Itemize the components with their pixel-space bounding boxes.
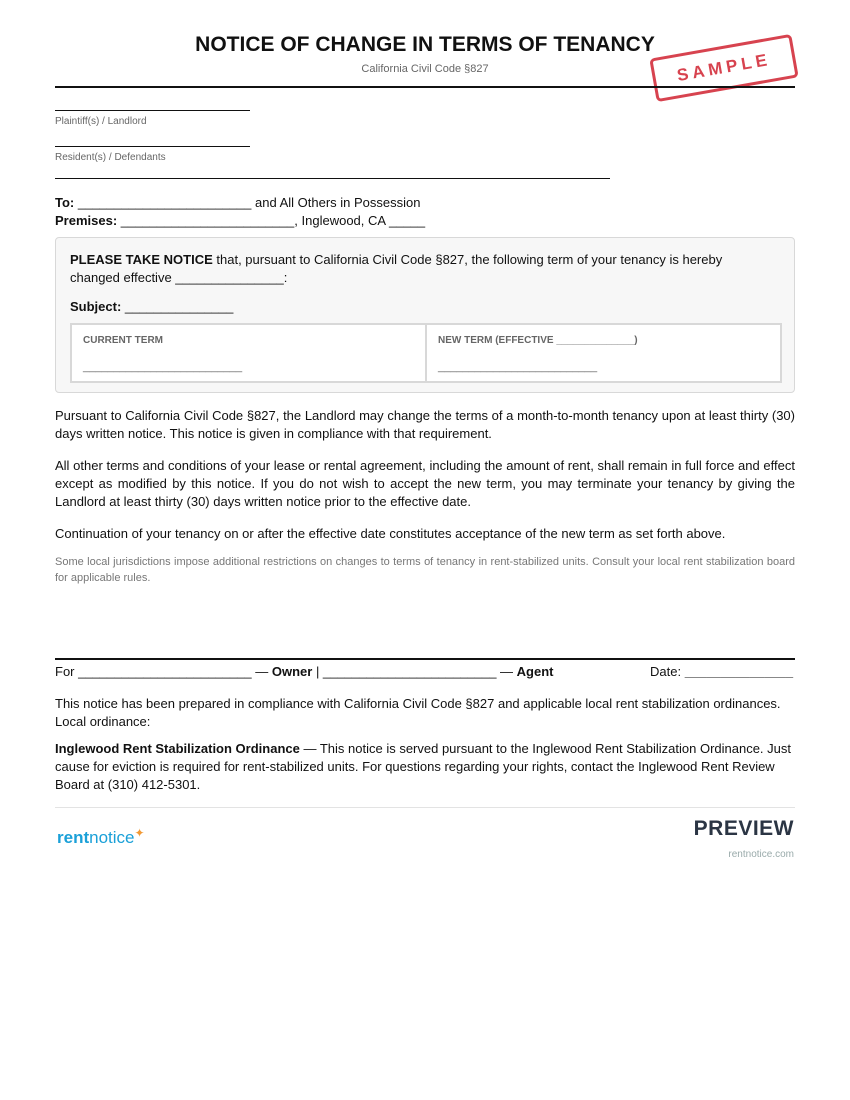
for-text: For ________________________ — [55,664,272,679]
jurisdiction-note: Some local jurisdictions impose additional restrictions on changes to terms of tenancy in rent-stabilized units. Consult your local rent stabilization board for applicable rules. [55,556,795,584]
current-term-cell [72,325,425,381]
premises-line [55,212,425,230]
resident-label: Resident(s) / Defendants [55,152,166,163]
plaintiff-blank-line [55,110,250,111]
premises-label: Premises: [55,213,118,228]
date-blank: _______________ [684,664,794,679]
to-text: ________________________ and All Others in Possession [74,195,421,210]
current-term-header: CURRENT TERM [83,335,163,346]
rentnotice-logo [57,828,145,848]
date-line [650,663,793,681]
signature-mid-text: | ________________________ — [312,664,517,679]
subject-blank: _______________ [121,299,234,314]
ordinance-paragraph [55,740,795,794]
site-url: rentnotice.com [728,849,794,860]
notice-lead [70,251,770,287]
ordinance-bold: Inglewood Rent Stabilization Ordinance [55,741,300,756]
subject-line [70,298,233,316]
sparkle-icon: ✦ [134,826,145,840]
owner-label: Owner [271,664,313,679]
compliance-text: This notice has been prepared in compliance with California Civil Code §827 and applicable local rent stabilization ordinances. Local ordinance: [55,696,781,729]
signature-divider [55,658,795,660]
notice-lead-bold: PLEASE TAKE NOTICE [70,252,213,267]
sample-stamp: SAMPLE [649,34,798,102]
header-divider [55,86,795,88]
page-title: NOTICE OF CHANGE IN TERMS OF TENANCY [195,33,655,56]
date-label: Date: [650,664,685,679]
term-table [70,323,782,383]
premises-text: ________________________, Inglewood, CA _____ [117,213,426,228]
logo-bold-text: rent [57,828,90,847]
body-paragraph-3: Continuation of your tenancy on or after the effective date constitutes acceptance of the new term as set forth above. [55,526,726,541]
body-paragraph-2: All other terms and conditions of your lease or rental agreement, including the amount of rent, shall remain in full force and effect except as modified by this notice. If you do not wish to accept the new term, you may terminate your tenancy by giving the Landlord at least thirty (30) days written notice prior to the effective date. [55,458,795,509]
preview-label: PREVIEW [693,817,794,840]
new-term-cell [425,325,780,381]
ordinance-text: — This notice is served pursuant to the Inglewood Rent Stabilization Ordinance. Just cause for eviction is required for rent-stabilized units. For questions regarding your rights, contact the Inglewood Rent Review Board at (310) 412-5301. [55,741,791,792]
to-line [55,194,420,212]
footer-divider [55,807,795,808]
resident-blank-line [55,146,250,147]
signature-line [55,663,554,681]
new-term-blank: __________________________ [438,361,598,373]
plaintiff-label: Plaintiff(s) / Landlord [55,116,147,127]
body-paragraph-1: Pursuant to California Civil Code §827, the Landlord may change the terms of a month-to-month tenancy upon at least thirty (30) days written notice. This notice is given in compliance with that requirement. [55,408,795,441]
agent-label: Agent [516,664,554,679]
page-subtitle: California Civil Code §827 [361,63,489,75]
new-term-header: NEW TERM (EFFECTIVE ______________) [438,335,638,346]
to-label: To: [55,195,75,210]
subject-label: Subject: [70,299,122,314]
logo-light-text: notice [89,828,135,847]
case-divider [55,178,610,179]
notice-lead-text: that, pursuant to California Civil Code §827, the following term of your tenancy is hereby changed effective _______________: [70,252,723,285]
current-term-blank: __________________________ [83,361,243,373]
